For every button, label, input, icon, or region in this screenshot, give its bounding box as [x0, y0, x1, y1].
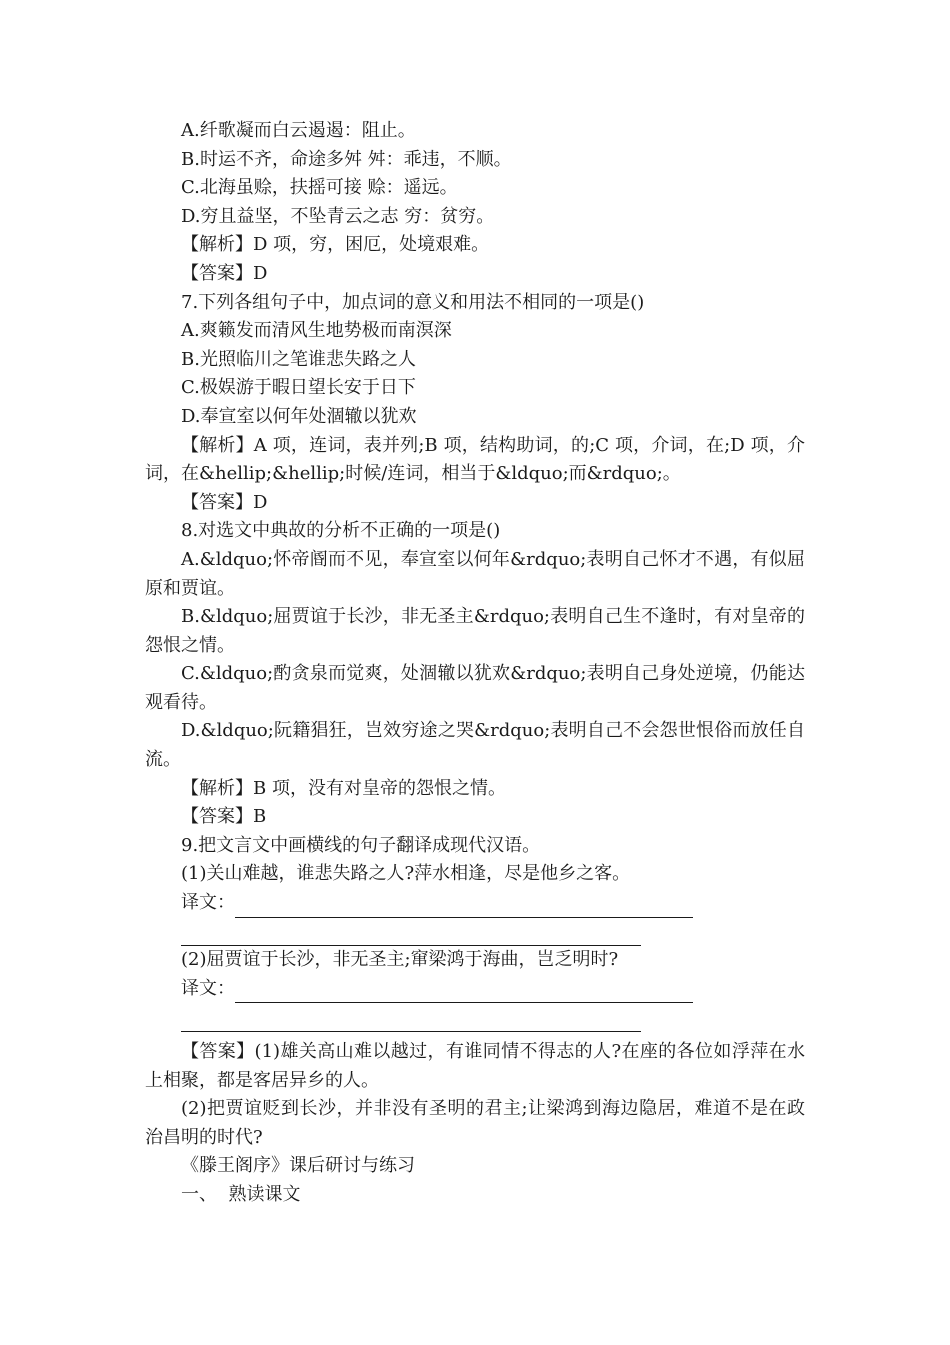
translation-blank[interactable]: [235, 982, 693, 1003]
q7-answer: 【答案】D: [181, 491, 268, 513]
q7-option-a: A.爽籁发而清风生地势极而南溟深: [181, 320, 452, 342]
document-page: [145, 117, 805, 1210]
section-item-1: 一、 熟读课文: [181, 1183, 301, 1205]
q8-option-c: C.&ldquo;酌贪泉而觉爽，处涸辙以犹欢&rdquo;表明自己身处逆境，仍能达观看待。: [145, 663, 805, 713]
translation-row-1: [145, 889, 805, 918]
translation-blank[interactable]: [235, 897, 693, 918]
q6-option-d: D.穷且益坚，不坠青云之志 穷：贫穷。: [181, 205, 495, 227]
q8-stem: 8.对选文中典故的分析不正确的一项是(): [181, 520, 501, 542]
translation-blank[interactable]: [181, 1011, 641, 1032]
q7-option-b: B.光照临川之笔谁悲失路之人: [181, 348, 416, 370]
q9-answer-1: 【答案】(1)雄关高山难以越过，有谁同情不得志的人?在座的各位如浮萍在水上相聚，都是客居异乡的人。: [145, 1041, 805, 1091]
q8-analysis: 【解析】B 项，没有对皇帝的怨恨之情。: [181, 777, 506, 799]
q8-option-b: B.&ldquo;屈贾谊于长沙，非无圣主&rdquo;表明自己生不逢时，有对皇帝的怨恨之情。: [145, 606, 805, 656]
q7-stem: 7.下列各组句子中，加点词的意义和用法不相同的一项是(): [181, 291, 645, 313]
q9-sentence-1: (1)关山难越，谁悲失路之人?萍水相逢，尽是他乡之客。: [181, 863, 631, 885]
q9-sentence-2: (2)屈贾谊于长沙，非无圣主;窜梁鸿于海曲，岂乏明时?: [181, 949, 619, 971]
translation-row-1b: [145, 918, 805, 947]
translation-blank[interactable]: [181, 925, 641, 946]
translation-label: 译文：: [181, 892, 235, 914]
q6-answer: 【答案】D: [181, 262, 268, 284]
q7-analysis: 【解析】A 项，连词，表并列;B 项，结构助词，的;C 项，介词，在;D 项，介词，在&hellip;&hellip;时候/连词，相当于&ldquo;而&rdquo;。: [145, 434, 805, 485]
q8-option-d: D.&ldquo;阮籍猖狂，岂效穷途之哭&rdquo;表明自己不会怨世恨俗而放任自流。: [145, 720, 805, 771]
q6-analysis: 【解析】D 项，穷，困厄，处境艰难。: [181, 234, 490, 256]
q6-option-b: B.时运不齐，命途多舛 舛：乖违，不顺。: [181, 148, 512, 170]
translation-label: 译文：: [181, 977, 235, 999]
q9-stem: 9.把文言文中画横线的句子翻译成现代汉语。: [181, 834, 541, 856]
translation-row-2b: [145, 1003, 805, 1032]
q6-option-a: A.纤歌凝而白云遏遏：阻止。: [181, 120, 416, 141]
q9-answer-2: (2)把贾谊贬到长沙，并非没有圣明的君主;让梁鸿到海边隐居，难道不是在政治昌明的时代?: [145, 1098, 805, 1148]
q6-option-c: C.北海虽赊，扶摇可接 赊：遥远。: [181, 177, 458, 199]
q8-option-a: A.&ldquo;怀帝阍而不见，奉宣室以何年&rdquo;表明自己怀才不遇，有似屈原和贾谊。: [145, 548, 805, 599]
q7-option-c: C.极娱游于暇日望长安于日下: [181, 377, 416, 399]
translation-row-2: [145, 975, 805, 1004]
section-title: 《滕王阁序》课后研讨与练习: [181, 1155, 415, 1177]
q8-answer: 【答案】B: [181, 806, 267, 828]
q7-option-d: D.奉宣室以何年处涸辙以犹欢: [181, 405, 417, 427]
